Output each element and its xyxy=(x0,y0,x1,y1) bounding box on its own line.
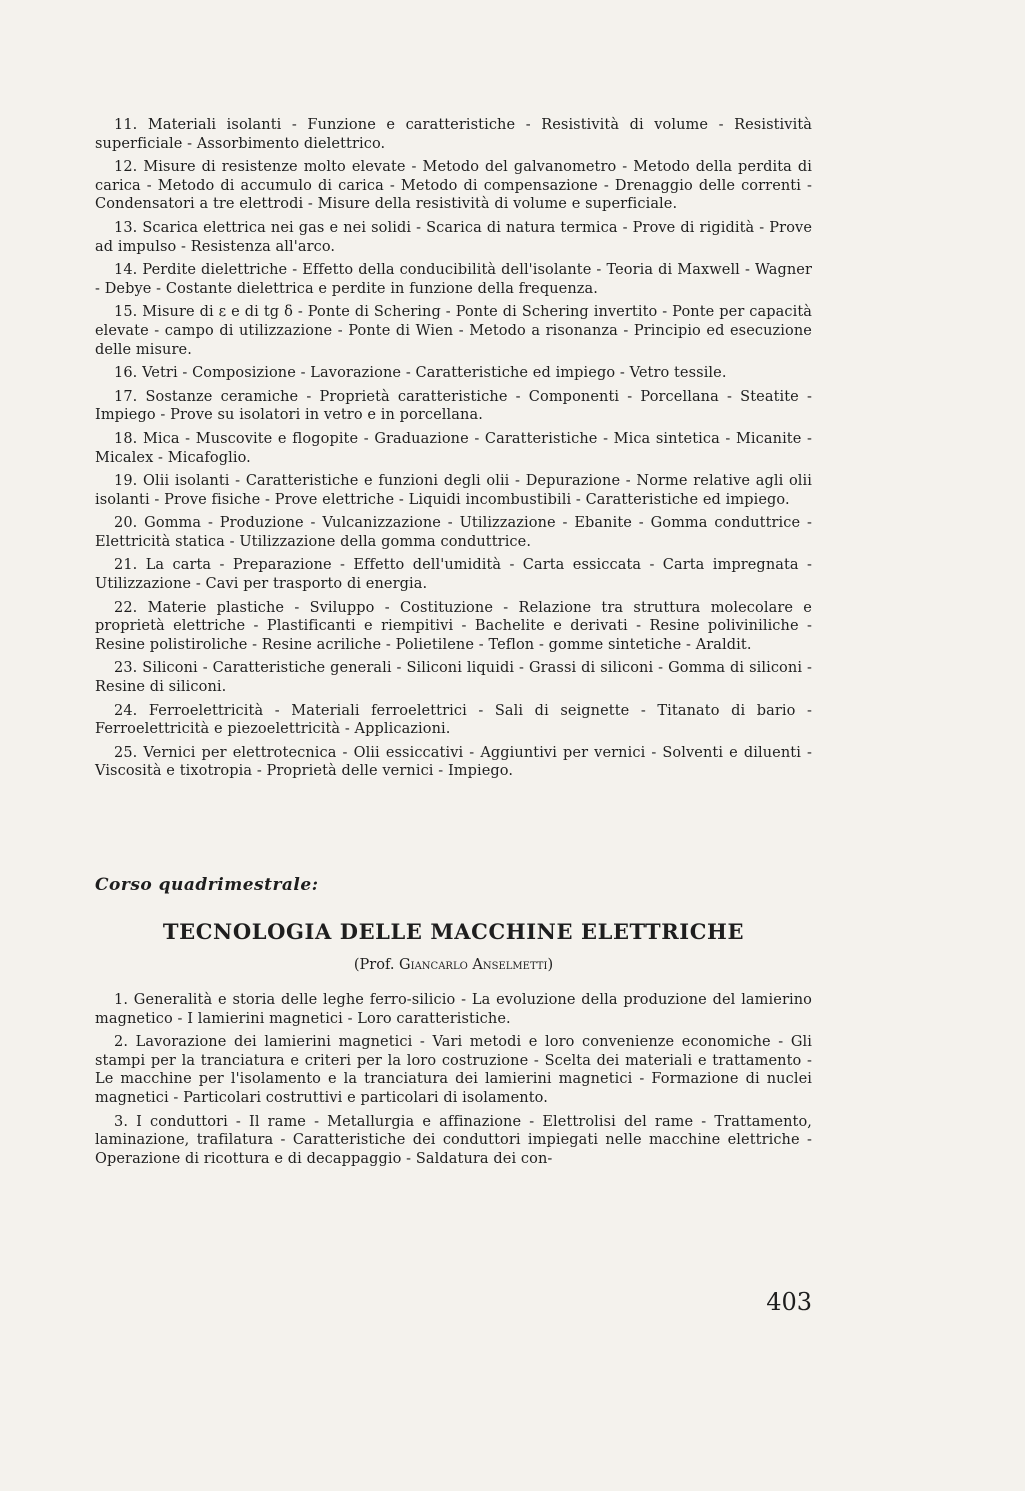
list-item: 16. Vetri - Composizione - Lavorazione - Caratteristiche ed impiego - Vetro tessile. xyxy=(114,365,727,382)
course-title: TECNOLOGIA DELLE MACCHINE ELETTRICHE xyxy=(162,919,745,944)
list-item: 24. Ferroelettricità - Materiali ferroelettrici - Sali di seignette - Titanato di bario - Ferroelettricità e piezoelettricità - Applicazioni. xyxy=(95,702,812,738)
list-item: 18. Mica - Muscovite e flogopite - Graduazione - Caratteristiche - Mica sintetica - Micanite - Micalex - Micafoglio. xyxy=(95,430,812,466)
topics-list-materials xyxy=(95,116,812,781)
list-item: 15. Misure di ε e di tg δ - Ponte di Schering - Ponte di Schering invertito - Ponte per capacità elevate - campo di utilizzazione - Ponte di Wien - Metodo a risonanza - Principio ed esecuzione delle misure. xyxy=(95,304,812,358)
list-item: 1. Generalità e storia delle leghe ferro-silicio - La evoluzione della produzione del lamierino magnetico - I lamierini magnetici - Loro caratteristiche. xyxy=(95,992,812,1027)
list-item: 14. Perdite dielettriche - Effetto della conducibilità dell'isolante - Teoria di Maxwell - Wagner - Debye - Costante dielettrica e perdite in funzione della frequenza. xyxy=(95,262,812,297)
list-item: 21. La carta - Preparazione - Effetto dell'umidità - Carta essiccata - Carta impregnata - Utilizzazione - Cavi per trasporto di energia. xyxy=(95,557,812,593)
course-professor xyxy=(95,957,812,973)
list-item: 13. Scarica elettrica nei gas e nei solidi - Scarica di natura termica - Prove di rigidità - Prove ad impulso - Resistenza all'arco. xyxy=(95,219,812,255)
page-body xyxy=(95,116,812,1173)
list-item: 25. Vernici per elettrotecnica - Olii essiccativi - Aggiuntivi per vernici - Solventi e diluenti - Viscosità e tixotropia - Proprietà delle vernici - Impiego. xyxy=(95,744,812,780)
topics-list-machines xyxy=(95,991,812,1168)
list-item: 19. Olii isolanti - Caratteristiche e funzioni degli olii - Depurazione - Norme relative agli olii isolanti - Prove fisiche - Prove elettriche - Liquidi incombustibili - Caratteristiche ed impiego. xyxy=(95,473,812,508)
list-item: 17. Sostanze ceramiche - Proprietà caratteristiche - Componenti - Porcellana - Steatite - Impiego - Prove su isolatori in vetro e in porcellana. xyxy=(95,388,812,424)
list-item: 3. I conduttori - Il rame - Metallurgia e affinazione - Elettrolisi del rame - Trattamento, laminazione, trafilatura - Caratteristiche dei conduttori impiegati nelle macchine elettriche - Operazione di ricottura e di decappaggio - Saldatura dei con- xyxy=(95,1113,812,1167)
page-number: 403 xyxy=(766,1288,812,1316)
list-item: 11. Materiali isolanti - Funzione e caratteristiche - Resistività di volume - Resistività superficiale - Assorbimento dielettrico. xyxy=(95,117,812,152)
list-item: 20. Gomma - Produzione - Vulcanizzazione - Utilizzazione - Ebanite - Gomma conduttrice - Elettricità statica - Utilizzazione della gomma conduttrice. xyxy=(95,515,812,550)
list-item: 23. Siliconi - Caratteristiche generali - Siliconi liquidi - Grassi di siliconi - Gomma di siliconi - Resine di siliconi. xyxy=(95,660,812,696)
professor-name: Giancarlo Anselmetti xyxy=(399,957,548,973)
list-item: 2. Lavorazione dei lamierini magnetici - Vari metodi e loro convenienze economiche - Gli stampi per la tranciatura e criteri per la loro costruzione - Scelta dei materiali e trattamento - Le macchine per l'isolamento e la tranciatura dei lamierini magnetici - Formazione di nuclei magnetici - Particolari costruttivi e particolari di isolamento. xyxy=(95,1034,812,1106)
professor-suffix: ) xyxy=(547,957,554,973)
professor-prefix: (Prof. xyxy=(353,957,400,973)
course-type-label: Corso quadrimestrale: xyxy=(95,875,319,895)
list-item: 22. Materie plastiche - Sviluppo - Costituzione - Relazione tra struttura molecolare e proprietà elettriche - Plastificanti e riempitivi - Bachelite e derivati - Resine poliviniliche - Resine polistiroliche - Resine acriliche - Polietilene - Teflon - gomme sintetiche - Araldit. xyxy=(95,599,812,653)
list-item: 12. Misure di resistenze molto elevate - Metodo del galvanometro - Metodo della perdita di carica - Metodo di accumulo di carica - Metodo di compensazione - Drenaggio delle correnti - Condensatori a tre elettrodi - Misure della resistività di volume e superficiale. xyxy=(95,159,812,213)
